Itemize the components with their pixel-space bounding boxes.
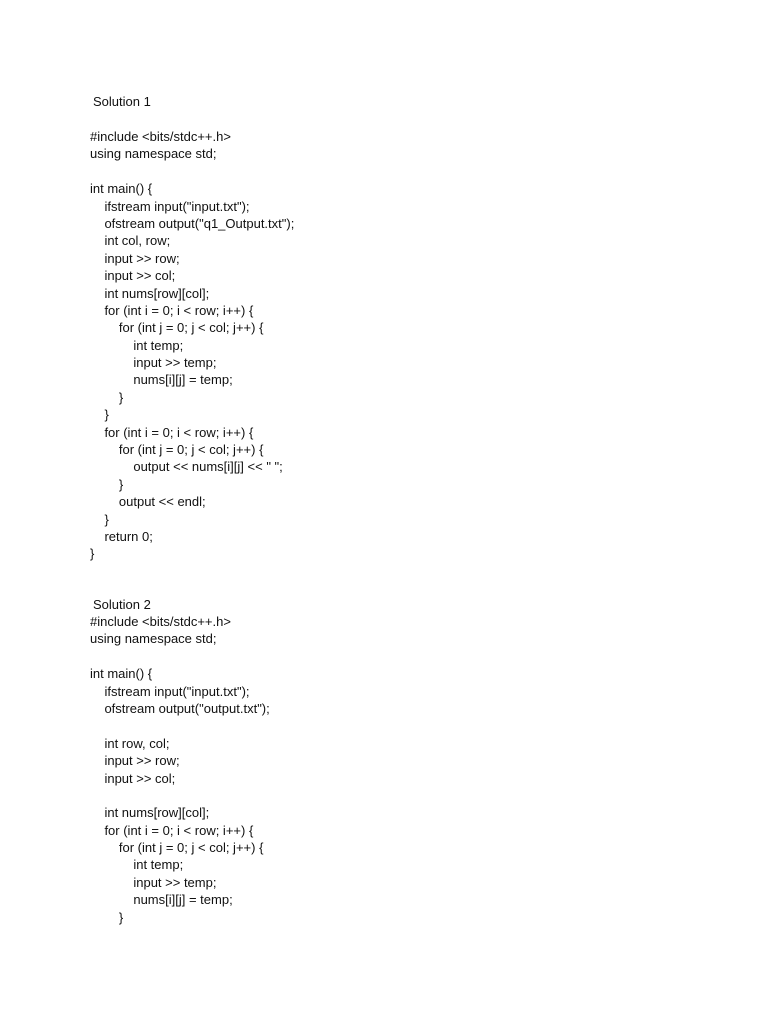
solution-2-heading: [90, 596, 151, 613]
code-line: int temp;: [90, 857, 184, 873]
solution-1-title: Solution 1: [93, 94, 151, 109]
code-line: nums[i][j] = temp;: [90, 372, 233, 388]
code-line: for (int j = 0; j < col; j++) {: [90, 442, 264, 458]
code-line: input >> col;: [90, 770, 176, 786]
code-line: input >> temp;: [90, 874, 217, 890]
code-line: using namespace std;: [90, 631, 217, 647]
solution-1-code-block: [90, 128, 294, 563]
code-line: }: [90, 511, 109, 527]
code-line: [90, 787, 270, 804]
code-line: return 0;: [90, 528, 153, 544]
code-line: input >> col;: [90, 268, 176, 284]
code-line: for (int i = 0; i < row; i++) {: [90, 302, 254, 318]
code-line: }: [90, 407, 109, 423]
code-line: #include <bits/stdc++.h>: [90, 614, 231, 629]
code-line: [90, 717, 270, 734]
code-line: #include <bits/stdc++.h>: [90, 129, 231, 144]
solution-2-code-block: [90, 613, 270, 926]
code-line: }: [90, 476, 124, 492]
code-line: ofstream output("output.txt");: [90, 700, 270, 716]
code-line: ifstream input("input.txt");: [90, 198, 250, 214]
code-line: for (int i = 0; i < row; i++) {: [90, 424, 254, 440]
code-line: [90, 163, 294, 180]
code-line: ofstream output("q1_Output.txt");: [90, 215, 295, 231]
code-line: [90, 648, 270, 665]
solution-1-heading: [90, 93, 151, 110]
solution-2-title: Solution 2: [93, 597, 151, 612]
code-line: input >> row;: [90, 753, 180, 769]
code-line: int col, row;: [90, 233, 171, 249]
code-line: }: [90, 909, 124, 925]
code-line: input >> row;: [90, 250, 180, 266]
code-line: int temp;: [90, 337, 184, 353]
code-line: output << nums[i][j] << " ";: [90, 459, 283, 475]
code-line: nums[i][j] = temp;: [90, 892, 233, 908]
code-line: int main() {: [90, 181, 153, 197]
code-line: int nums[row][col];: [90, 285, 210, 301]
code-line: }: [90, 546, 95, 562]
code-line: int main() {: [90, 666, 153, 682]
code-line: input >> temp;: [90, 355, 217, 371]
code-line: int nums[row][col];: [90, 805, 210, 821]
code-line: using namespace std;: [90, 146, 217, 162]
code-line: }: [90, 389, 124, 405]
code-line: output << endl;: [90, 494, 206, 510]
code-line: for (int j = 0; j < col; j++) {: [90, 840, 264, 856]
code-line: for (int i = 0; i < row; i++) {: [90, 822, 254, 838]
code-line: ifstream input("input.txt");: [90, 683, 250, 699]
code-line: int row, col;: [90, 735, 170, 751]
code-line: for (int j = 0; j < col; j++) {: [90, 320, 264, 336]
